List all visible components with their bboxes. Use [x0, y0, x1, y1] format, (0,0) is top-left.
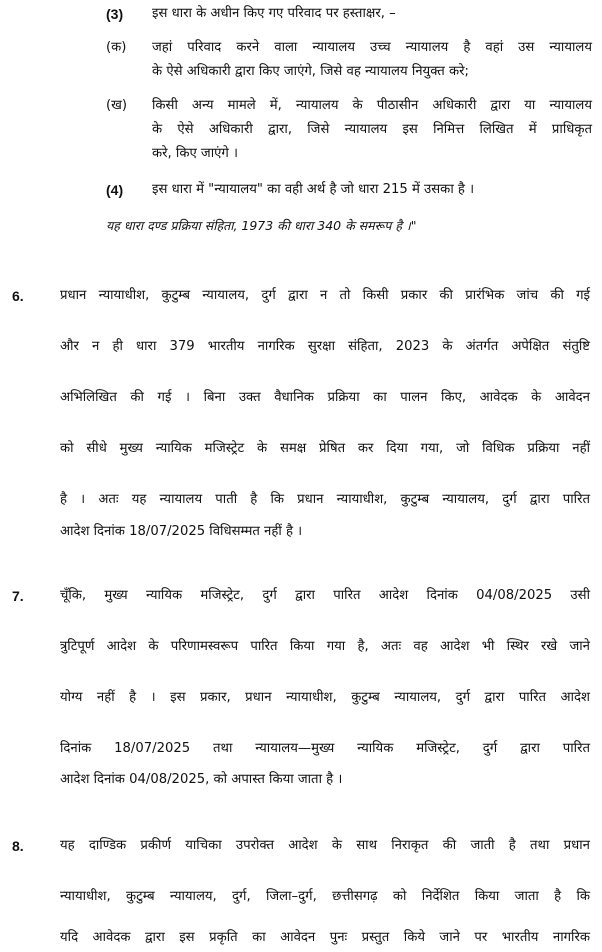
paragraph-line: चूँकि, मुख्य न्यायिक मजिस्ट्रेट, दुर्ग द्वारा पारित आदेश दिनांक 04/08/2025 उसी — [60, 588, 590, 603]
clause-3-text: इस धारा के अधीन किए गए परिवाद पर हस्ताक्षर, – — [152, 6, 396, 21]
clause-3-number: (3) — [106, 6, 124, 22]
paragraph-number: 6. — [12, 288, 24, 304]
paragraph-line: है । अतः यह न्यायालय पाती है कि प्रधान न्यायाधीश, कुटुम्ब न्यायालय, दुर्ग द्वारा पारित — [60, 492, 590, 507]
sub-clause-kha-line: किसी अन्य मामले में, न्यायालय के पीठासीन अधिकारी द्वारा या न्यायालय — [152, 98, 592, 113]
paragraph-line: और न ही धारा 379 भारतीय नागरिक सुरक्षा संहिता, 2023 के अंतर्गत अपेक्षित संतुष्टि — [60, 339, 590, 354]
paragraph-line: त्रुटिपूर्ण आदेश के परिणामस्वरूप पारित किया गया है, अतः वह आदेश भी स्थिर रखे जाने — [60, 639, 590, 654]
paragraph-line: आदेश दिनांक 18/07/2025 विधिसम्मत नहीं है । — [60, 524, 303, 539]
clause-4-text: इस धारा में "न्यायालय" का वही अर्थ है जो धारा 215 में उसका है । — [152, 182, 475, 197]
sub-clause-ka-label: (क) — [106, 40, 127, 55]
paragraph-line: न्यायाधीश, कुटुम्ब न्यायालय, दुर्ग, जिला–दुर्ग, छत्तीसगढ़ को निर्देशित किया जाता है कि — [60, 889, 590, 904]
paragraph-line: यदि आवेदक द्वारा इस प्रकृति का आवेदन पुनः प्रस्तुत किये जाने पर भारतीय नागरिक — [60, 930, 590, 945]
paragraph-line: आदेश दिनांक 04/08/2025, को अपास्त किया जाता है । — [60, 772, 343, 787]
paragraph-line: को सीधे मुख्य न्यायिक मजिस्ट्रेट के समक्ष प्रेषित कर दिया गया, जो विधिक प्रक्रिया नहीं — [60, 441, 590, 456]
clause-4-number: (4) — [106, 182, 124, 198]
sub-clause-kha-label: (ख) — [106, 98, 128, 113]
paragraph-line: यह दाण्डिक प्रकीर्ण याचिका उपरोक्त आदेश के साथ निराकृत की जाती है तथा प्रधान — [60, 838, 590, 853]
paragraph-line: योग्य नहीं है । इस प्रकार, प्रधान न्यायाधीश, कुटुम्ब न्यायालय, दुर्ग द्वारा पारित आदेश — [60, 690, 590, 705]
paragraph-number: 7. — [12, 588, 24, 604]
paragraph-line: प्रधान न्यायाधीश, कुटुम्ब न्यायालय, दुर्ग द्वारा न तो किसी प्रकार की प्रारंभिक जांच की गई — [60, 288, 590, 303]
paragraph-line: अभिलिखित की गई । बिना उक्त वैधानिक प्रक्रिया का पालन किए, आवेदक के आवेदन — [60, 390, 590, 405]
paragraph-line: दिनांक 18/07/2025 तथा न्यायालय—मुख्य न्यायिक मजिस्ट्रेट, दुर्ग द्वारा पारित — [60, 741, 590, 756]
sub-clause-ka-line: जहां परिवाद करने वाला न्यायालय उच्च न्यायालय है वहां उस न्यायालय — [152, 40, 592, 55]
paragraph-number: 8. — [12, 838, 24, 854]
sub-clause-ka-line: के ऐसे अधिकारी द्वारा किए जाएंगे, जिसे वह न्यायालय नियुक्त करे; — [152, 64, 469, 79]
section-note: यह धारा दण्ड प्रक्रिया संहिता, 1973 की धारा 340 के समरूप है ।" — [106, 218, 417, 233]
sub-clause-kha-line: करे, किए जाएंगे । — [152, 146, 239, 161]
sub-clause-kha-line: के ऐसे अधिकारी द्वारा, जिसे न्यायालय इस निमित्त लिखित में प्राधिकृत — [152, 122, 592, 137]
